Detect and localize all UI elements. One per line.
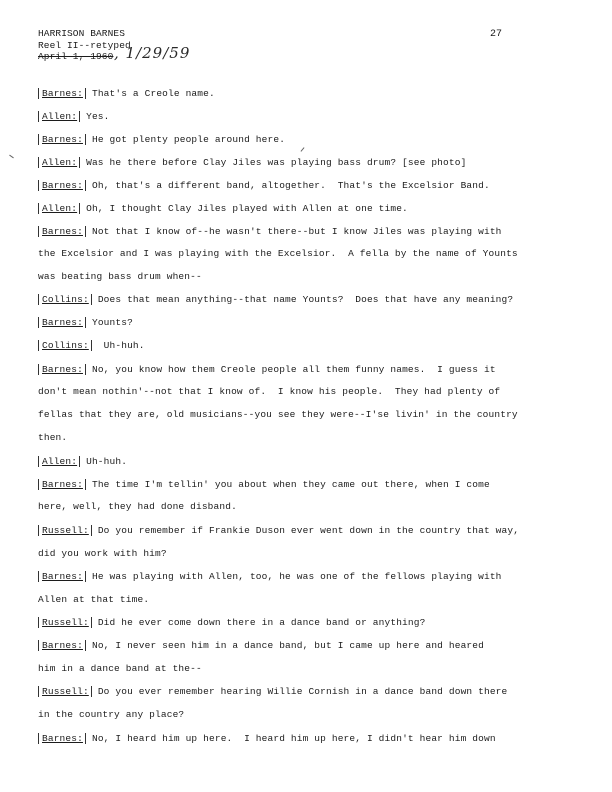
speaker-label — [38, 88, 86, 99]
speaker-label — [38, 617, 92, 628]
reel-label: Reel II--retyped — [38, 39, 131, 51]
line-text: him in a dance band at the-- — [38, 663, 202, 674]
transcript-line — [38, 640, 484, 651]
line-text: fellas that they are, old musicians--you see they were--I'se livin' in the country — [38, 409, 518, 420]
transcript-line — [38, 88, 215, 99]
line-text: He got plenty people around here. — [91, 134, 286, 145]
speaker-name: Barnes: — [42, 571, 83, 582]
interviewee-name: HARRISON BARNES — [38, 28, 126, 39]
transcript-line — [38, 386, 500, 397]
transcript-line — [38, 364, 496, 375]
speaker-label — [38, 180, 86, 191]
transcript-line — [38, 111, 110, 122]
transcript-line — [38, 709, 184, 720]
transcript-line — [38, 686, 507, 697]
speaker-label — [38, 294, 92, 305]
speaker-label — [38, 203, 80, 214]
transcript-line — [38, 248, 518, 259]
transcript-line — [38, 432, 67, 443]
line-text: Do you remember if Frankie Duson ever went down in the country that way, — [97, 525, 520, 536]
transcript-line — [38, 525, 519, 536]
line-text: Not that I know of--he wasn't there--but I know Jiles was playing with — [91, 226, 502, 237]
speaker-name: Collins: — [42, 294, 89, 305]
transcript-line — [38, 663, 202, 674]
speaker-name: Barnes: — [42, 640, 83, 651]
stray-pen-mark — [9, 155, 14, 159]
transcript-line — [38, 733, 496, 744]
line-text: Oh, I thought Clay Jiles played with Allen at one time. — [86, 203, 408, 214]
line-text: was beating bass drum when-- — [38, 271, 202, 282]
speaker-name: Barnes: — [42, 226, 83, 237]
line-text: Does that mean anything--that name Younts? Does that have any meaning? — [97, 294, 514, 305]
line-text: here, well, they had done disband. — [38, 501, 237, 512]
speaker-name: Barnes: — [42, 134, 83, 145]
line-text: Yes. — [86, 111, 110, 122]
speaker-name: Barnes: — [42, 317, 83, 328]
speaker-label — [38, 157, 80, 168]
line-text: No, I never seen him in a dance band, but I came up here and heared — [91, 640, 484, 651]
page-number: 27 — [489, 29, 502, 40]
speaker-label — [38, 111, 80, 122]
transcript-line — [38, 226, 502, 237]
speaker-name: Allen: — [42, 203, 78, 214]
speaker-label — [38, 686, 92, 697]
line-text: Was he there before Clay Jiles was playing bass drum? [see photo] — [86, 157, 467, 168]
transcript-line — [38, 317, 133, 328]
line-text: Uh-huh. — [97, 340, 145, 351]
line-text: Uh-huh. — [86, 456, 128, 467]
stray-pen-mark — [301, 147, 305, 151]
transcript-line — [38, 340, 145, 351]
speaker-label — [38, 456, 80, 467]
speaker-name: Barnes: — [42, 88, 83, 99]
speaker-label — [38, 340, 92, 351]
line-text: the Excelsior and I was playing with the Excelsior. A fella by the name of Younts — [38, 248, 518, 259]
transcript-line — [38, 594, 149, 605]
line-text: did you work with him? — [38, 548, 167, 559]
transcript-line — [38, 134, 285, 145]
speaker-label — [38, 317, 86, 328]
transcript-line — [38, 571, 502, 582]
speaker-name: Collins: — [42, 340, 89, 351]
transcript-line — [38, 617, 425, 628]
speaker-name: Russell: — [42, 525, 89, 536]
speaker-label — [38, 571, 86, 582]
handwritten-date: , 1/29/59 — [114, 44, 191, 62]
transcript-line — [38, 456, 127, 467]
transcript-line — [38, 157, 466, 168]
struck-date: April 1, 1960 — [38, 51, 114, 62]
line-text: in the country any place? — [38, 709, 185, 720]
line-text: don't mean nothin'--not that I know of. I know his people. They had plenty of — [38, 386, 501, 397]
speaker-name: Barnes: — [42, 180, 83, 191]
line-text: Younts? — [91, 317, 133, 328]
transcript-line — [38, 479, 490, 490]
line-text: The time I'm tellin' you about when they came out there, when I come — [91, 479, 490, 490]
speaker-name: Barnes: — [42, 479, 83, 490]
speaker-name: Barnes: — [42, 364, 83, 375]
speaker-label — [38, 525, 92, 536]
line-text: He was playing with Allen, too, he was one of the fellows playing with — [91, 571, 502, 582]
line-text: Allen at that time. — [38, 594, 150, 605]
line-text: Did he ever come down there in a dance band or anything? — [97, 617, 426, 628]
speaker-name: Allen: — [42, 157, 78, 168]
speaker-name: Barnes: — [42, 733, 83, 744]
transcript-line — [38, 271, 202, 282]
line-text: Oh, that's a different band, altogether. That's the Excelsior Band. — [91, 180, 490, 191]
line-text: That's a Creole name. — [91, 88, 215, 99]
line-text: No, you know how them Creole people all them funny names. I guess it — [91, 364, 496, 375]
line-text: Do you ever remember hearing Willie Cornish in a dance band down there — [97, 686, 508, 697]
speaker-name: Russell: — [42, 617, 89, 628]
speaker-label — [38, 364, 86, 375]
speaker-label — [38, 479, 86, 490]
transcript-line — [38, 203, 408, 214]
speaker-name: Russell: — [42, 686, 89, 697]
speaker-label — [38, 733, 86, 744]
transcript-line — [38, 294, 513, 305]
speaker-label — [38, 640, 86, 651]
line-text: No, I heard him up here. I heard him up here, I didn't hear him down — [91, 733, 496, 744]
speaker-label — [38, 134, 86, 145]
transcript-line — [38, 501, 237, 512]
transcript-line — [38, 180, 490, 191]
line-text: then. — [38, 432, 68, 443]
speaker-name: Allen: — [42, 456, 78, 467]
transcript-line — [38, 409, 518, 420]
speaker-name: Allen: — [42, 111, 78, 122]
speaker-label — [38, 226, 86, 237]
transcript-line — [38, 548, 167, 559]
